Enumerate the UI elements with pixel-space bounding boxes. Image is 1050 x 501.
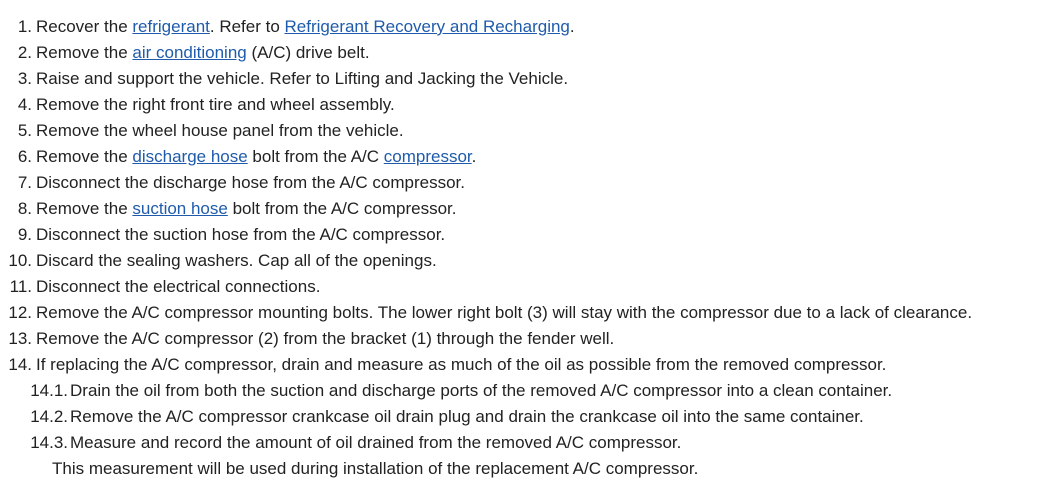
step-text-segment: (A/C) drive belt. (246, 43, 370, 62)
step-text-segment: Remove the (36, 199, 133, 218)
step-number: 11. (9, 277, 32, 296)
step-text (36, 352, 886, 378)
step-number: 14.3. (30, 433, 68, 452)
step-item (0, 352, 1050, 378)
step-text (36, 248, 437, 274)
step-text-segment: Drain the oil from both the suction and discharge ports of the removed A/C compressor into a clean container. (70, 381, 893, 400)
step-text-segment: bolt from the A/C (247, 147, 384, 166)
step-item (0, 14, 1050, 40)
step-number: 14. (8, 355, 32, 374)
step-text-segment: Measure and record the amount of oil drained from the removed A/C compressor. (70, 433, 682, 452)
step-number: 1. (17, 17, 32, 36)
step-item (0, 196, 1050, 222)
step-text (36, 326, 614, 352)
step-text (70, 404, 864, 430)
step-text (36, 170, 465, 196)
step-item (0, 326, 1050, 352)
step-text-segment: Raise and support the vehicle. Refer to Lifting and Jacking the Vehicle. (36, 69, 569, 88)
step-text-segment: Remove the A/C compressor (2) from the bracket (1) through the fender well. (36, 329, 615, 348)
substep-item (0, 404, 1050, 430)
step-text-segment: Recover the (36, 17, 133, 36)
step-number: 4. (17, 95, 32, 114)
step-text (36, 66, 568, 92)
step-item (0, 66, 1050, 92)
step-text-segment: . (569, 17, 575, 36)
step-item (0, 248, 1050, 274)
step-item (0, 274, 1050, 300)
step-text-segment: Remove the A/C compressor crankcase oil drain plug and drain the crankcase oil into the same container. (70, 407, 864, 426)
step-item (0, 118, 1050, 144)
step-number: 14.2. (30, 407, 68, 426)
step-number: 5. (17, 121, 32, 140)
step-text-segment: Discard the sealing washers. Cap all of the openings. (36, 251, 437, 270)
step-text (52, 456, 698, 482)
step-number: 8. (17, 199, 32, 218)
step-number: 12. (8, 303, 32, 322)
step-number: 2. (17, 43, 32, 62)
step-text (70, 378, 892, 404)
step-text (70, 430, 681, 456)
step-text-segment: Remove the (36, 43, 133, 62)
step-text-segment: Remove the (36, 147, 133, 166)
step-text (36, 222, 445, 248)
step-number: 9. (17, 225, 32, 244)
step-text (36, 300, 972, 326)
step-note (0, 456, 1050, 482)
step-number: 6. (17, 147, 32, 166)
step-item (0, 170, 1050, 196)
step-item (0, 222, 1050, 248)
step-text-segment: bolt from the A/C compressor. (227, 199, 457, 218)
substep-item (0, 378, 1050, 404)
step-text (36, 274, 320, 300)
step-item (0, 92, 1050, 118)
step-number: 7. (17, 173, 32, 192)
step-item (0, 300, 1050, 326)
glossary-link[interactable]: refrigerant (132, 17, 210, 36)
step-item (0, 144, 1050, 170)
step-text-segment: . (471, 147, 477, 166)
step-text (36, 196, 457, 222)
glossary-link[interactable]: compressor (383, 147, 472, 166)
step-text-segment: Remove the wheel house panel from the vehicle. (36, 121, 404, 140)
step-text-segment: . Refer to (209, 17, 285, 36)
glossary-link[interactable]: Refrigerant Recovery and Recharging (284, 17, 570, 36)
step-number: 13. (8, 329, 32, 348)
step-item (0, 40, 1050, 66)
step-text-segment: Remove the right front tire and wheel assembly. (36, 95, 395, 114)
step-number: 14.1. (30, 381, 68, 400)
step-number: 10. (8, 251, 32, 270)
glossary-link[interactable]: suction hose (132, 199, 228, 218)
step-text-segment: If replacing the A/C compressor, drain and measure as much of the oil as possible from the removed compressor. (36, 355, 887, 374)
glossary-link[interactable]: air conditioning (132, 43, 247, 62)
step-text (36, 40, 370, 66)
step-text (36, 14, 575, 40)
step-text (36, 144, 476, 170)
step-number: 3. (17, 69, 32, 88)
step-text (36, 118, 404, 144)
step-text-segment: Disconnect the electrical connections. (36, 277, 321, 296)
glossary-link[interactable]: discharge hose (132, 147, 248, 166)
step-text-segment: Remove the A/C compressor mounting bolts. The lower right bolt (3) will stay with the compressor due to a lack of clearance. (36, 303, 973, 322)
step-text-segment: This measurement will be used during installation of the replacement A/C compressor. (52, 459, 699, 478)
step-text-segment: Disconnect the discharge hose from the A/C compressor. (36, 173, 465, 192)
step-text-segment: Disconnect the suction hose from the A/C compressor. (36, 225, 446, 244)
step-text (36, 92, 395, 118)
substep-item (0, 430, 1050, 456)
